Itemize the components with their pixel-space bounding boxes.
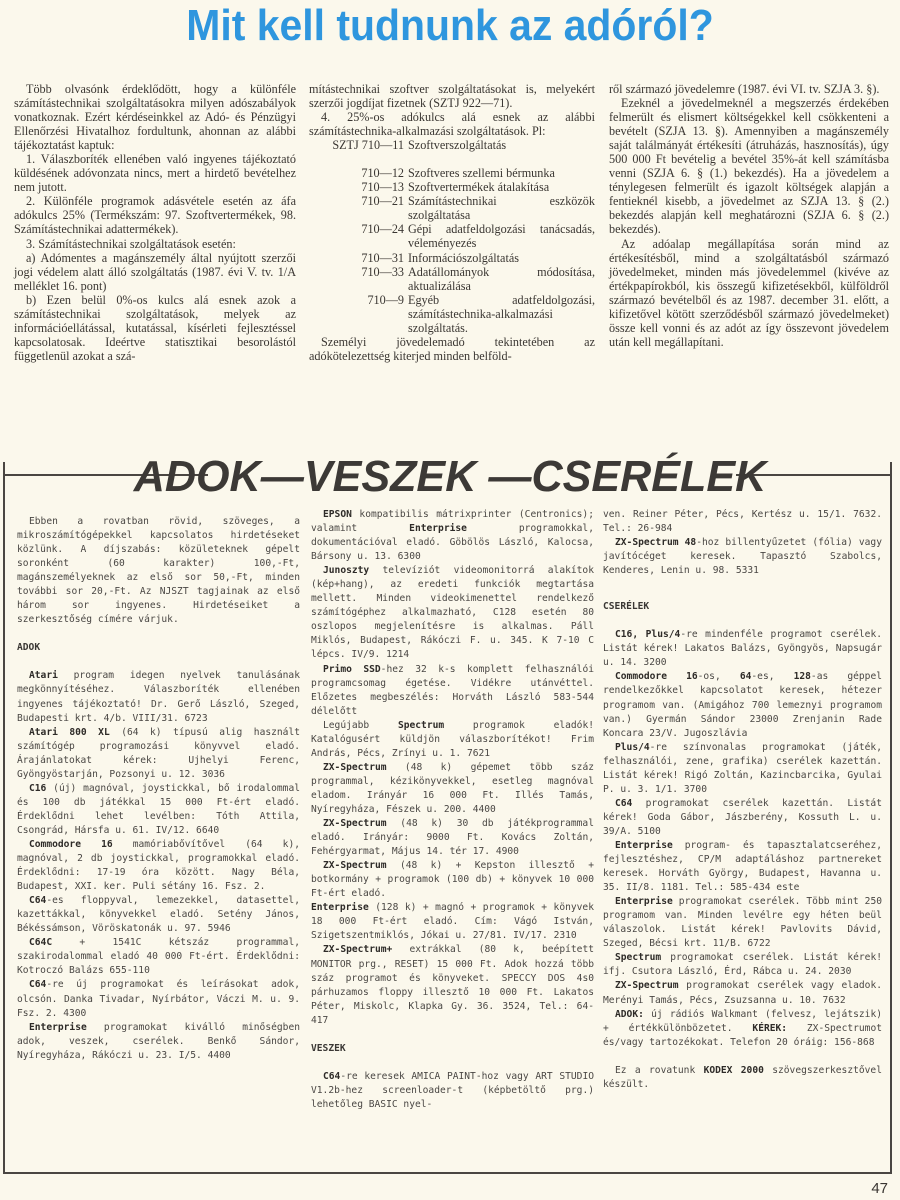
ad-item [603,628,882,670]
ad-text: (48 k) gépemet több száz programmal, kézikönyvekkel, esetleg magnóval eladom. Irányár 16 000 Ft. Illés Tamás, Nyíregyháza, Fészek u. 200. 4400 [311,761,594,815]
ad-text: (48 k) + Kepston illesztő + botkormány + programok (100 db) + könyvek 10 000 Ft-ért eladó. [311,860,594,900]
sztj-description: Egyéb adatfeldolgozási, számítástechnika-alkalmazási szolgáltatás. [408,292,595,335]
ad-text: -os, [697,671,740,683]
ad-item [311,817,594,859]
ad-text: Legújabb [323,719,398,731]
section-heading-adok: ADOK [17,642,41,654]
ad-text: -es, [751,671,794,683]
sztj-code: 710—31 [361,250,404,265]
ad-item [17,978,300,1020]
ad-item [311,663,594,719]
article-column-1 [14,82,296,363]
ad-list-veszek-3 [603,508,882,578]
ad-item [311,901,594,943]
ad-list-cserelek-3 [603,628,882,1049]
sztj-code: SZTJ 710—11 [332,138,404,153]
sztj-code: 710—33 [361,264,404,279]
ad-text: (128 k) + magnó + programok + könyvek 18 000 Ft-ért eladó. Cím: Vágó István, Szigetszentmiklós, Jókai u. 27/81. IV/17. 2310 [311,902,594,942]
sztj-description: Számítástechnikai eszközök szolgáltatása [408,194,595,223]
ad-item [603,979,882,1007]
ad-keyword: C64C [29,937,53,949]
article-paragraph: Több olvasónk érdeklődött, hogy a különféle számítástechnikai szolgáltatásokra milyen adószabályok vonatkoznak. Ezért kérdéseinkkel az Adó- és Pénzügyi Ellenőrzési Hivatalhoz fordultunk, ahonnan az alábbi tájékoztatást kaptuk: [14,82,296,153]
article-paragraph: 3. Számítástechnikai szolgáltatások esetén: [26,236,236,251]
ad-item [603,797,882,839]
classifieds-footer-note: Ez a rovatunk KODEX 2000 szövegszerkesztővel készült. [603,1064,882,1090]
ad-item [311,719,594,761]
ad-text: program- és tapasztalatcseréhez, fejlesztéshez, CP/M adaptáláshoz partnereket keresek. Horváth György, Budapest, Havanna u. 35. II/8. 1181. Tel.: 585-434 este [603,839,882,894]
ad-keyword: Atari [29,670,58,682]
ad-keyword: Enterprise [615,896,673,908]
sztj-description: Adatállományok módosítása, aktualizálása [408,264,595,293]
ad-keyword: ZX-Spectrum [323,761,387,773]
ad-text: televíziót videomonitorrá alakítok (kép+hang), az eredeti funkciók megtartása mellett. Minden videokimenettel rendelkező számítógéphez alkalmazható, C128 esetén 80 oszlopos megjelenítésre is alkalmas. Páll Miklós, Budapest, Rákóczi F. u. 345. K 7-10 C lépcs. IV/9. 1214 [311,565,594,661]
ad-keyword: C16, Plus/4 [615,629,681,641]
ad-keyword: Enterprise [615,839,673,851]
ad-text: -as géppel rendelkezőkkel kapcsolatot keresek, hétezer programom van. (Amigához 700 lemeznyi programom van.) Gyermán Sándor 23000 Zrenjanin Rade Koncara 23/V. Jugoszlávia [603,671,882,739]
ad-keyword: C64 [615,797,633,809]
ad-text: kompatibilis mátrixprinter (Centronics); valamint [311,509,594,535]
article-paragraph: mítástechnikai szoftver szolgáltatásokat is, melyekért szerzői jogdíjat fizetnek (SZTJ 922—71). [309,82,595,111]
ad-keyword: Commodore 16 [615,671,698,683]
ad-item [603,670,882,740]
ad-keyword: C64 [29,979,47,991]
ad-text: (új) magnóval, joystickkal, bő irodalommal és 100 db játékkal 15 000 Ft-ért eladó. Érdeklődni lehet levélben: Tóth Attila, Csongrád, Hársfa u. 61. IV/12. 6640 [17,782,300,836]
ad-keyword: Junoszty [323,565,370,577]
article-paragraph: ről származó jövedelemre (1987. évi VI. tv. SZJA 3. §). [609,82,880,96]
ad-keyword: ZX-Spectrum [323,860,387,872]
ad-text: -re keresek AMICA PAINT-hoz vagy ART STUDIO V1.2b-hez screenloader-t (képbetöltő prg.) lehetőleg BASIC nyel- [311,1070,594,1110]
ad-item [17,838,300,894]
ad-text: programokkal, dokumentációval eladó. Göbölös László, Kalocsa, Bársony u. 13. 6300 [311,523,594,563]
sztj-description: Szoftvertermékek átalakítása [408,180,550,195]
section-heading-veszek: VESZEK [311,1042,346,1054]
ad-text: extrákkal (80 k, beépített MONITOR prg., RESET) 15 000 Ft. Adok hozzá több száz programot és könyveket. SPECCY DOS 4s0 párhuzamos floppy illesztő 10 000 Ft. Lakatos Péter, Miskolc, Klapka Gy. 36. 3524, Tel.: 64-417 [311,944,594,1026]
ad-keyword: Atari 800 XL [29,726,110,738]
classifieds-column-3 [603,508,882,1092]
ad-list-veszek-2 [311,1070,594,1112]
ad-keyword: 128 [793,671,811,683]
article-paragraph: b) Ezen belül 0%-os kulcs alá esnek azok a számítástechnikai szolgáltatások, melyek az információellátással, kutatással, kísérleti fejlesztéssel kapcsolatosak. Ideértve statisztikai besorolástól függetlenül azokat a szá- [14,292,296,363]
ad-keyword: Spectrum [397,719,445,731]
section-heading-cserelek: CSERÉLEK [603,601,650,613]
ad-keyword: Spectrum [615,952,662,964]
ad-text: (64 k) típusú alig használt számítógép programozási könyvvel eladó. Árajánlatokat kérek: Ujhelyi Ferenc, Gyöngyöstarján, Pozsonyi u. 12. 3036 [17,726,300,780]
article-paragraph: 1. Válaszboríték ellenében való ingyenes tájékoztató küldésének adóvonzata nincs, mert a hirdető bevételhez nem jutott. [14,152,296,195]
sztj-code: 710—12 [361,166,404,181]
ad-item [17,894,300,936]
page-number: 47 [871,1180,888,1197]
ad-keyword: KÉREK: [752,1022,788,1034]
article-paragraph: a) Adómentes a magánszemély által nyújtott szerzői jogi védelem alatt álló szolgáltatás (1987. évi V. tv. 1/A melléklet 16. pont) [14,250,296,293]
ad-item [603,536,882,578]
ad-text: programokat cserélek. Több mint 250 programom van. Minden levélre egy héten beül válaszolok. Listát kérek! Pavlovits Dávid, Szeged, Bécsi krt. 11/B. 6722 [603,896,882,950]
ad-keyword: ZX-Spectrum [323,818,387,830]
ad-item [17,1021,300,1063]
spacer [309,152,404,166]
article-paragraph: Az adóalap megállapítása során mind az értékesítésből, mind a szolgáltatásból származó jövedelmeket, minden más jövedelemmel (kivéve az értékpapírokból, kis összegű kifizetésekből, külföldről származó bevételből és az 1987. december 31. előtt, a kifizetővel kötött szerződésből származó jövedelmeket) össze kell vonni és az adót az így összevont jövedelem után kell megállapítani. [609,236,889,349]
sztj-code: 710—24 [361,222,404,237]
ad-text: programokat cserélek kazettán. Listát kérek! Goda Gábor, Jászberény, Kossuth L. u. 39/A. 5100 [603,797,882,837]
article-paragraph: 2. Különféle programok adásvétele esetén az áfa adókulcs 25% (Termékszám: 97. Szoftvertermékek, 98. Számítástechnikai adattermékek). [14,194,296,237]
ad-text: -es floppyval, lemezekkel, datasettel, kazettákkal, könyvekkel eladó. Setény János, Békéssámson, Vöröskatonák u. 97. 5946 [17,895,300,935]
sztj-description: Szoftveres szellemi bérmunka [408,166,555,181]
ad-item [311,508,594,564]
ad-text: -hoz billentyűzetet (fólia) vagy javítócéget keresek. Tapasztó Szabolcs, Kenderes, Lenin u. 98. 5331 [603,537,882,577]
ad-text: (48 k) 30 db játékprogrammal eladó. Irányár: 9000 Ft. Kovács Zoltán, Fehérgyarmat, Május 14. tér 17. 4900 [311,818,594,858]
sztj-description: Gépi adatfeldolgozási tanácsadás, véleményezés [408,222,595,251]
ad-keyword: Commodore 16 [29,838,113,850]
ad-keyword: 64 [739,671,752,683]
ad-item [311,1070,594,1112]
spacer [408,152,595,166]
classifieds-column-1 [17,515,300,1063]
article-paragraph: 4. 25%-os adókulcs alá esnek az alábbi számítástechnika-alkalmazási szolgáltatások. Pl: [309,110,595,139]
ad-text: ZX-Spectrumot és/vagy tartozékokat. Telefon 20 óráig: 156-868 [603,1022,882,1048]
sztj-code-list [309,138,595,335]
ad-keyword: EPSON [323,509,352,520]
ad-keyword: Enterprise [311,902,369,914]
ad-item [311,761,594,817]
sztj-description: Szoftverszolgáltatás [408,138,507,153]
ad-item [311,564,594,662]
ad-keyword: Enterprise [29,1021,87,1033]
ad-keyword: ZX-Spectrum 48 [615,537,697,549]
ad-text: ven. Reiner Péter, Pécs, Kertész u. 15/1. 7632. Tel.: 26-984 [603,509,882,535]
ad-keyword: Plus/4 [615,741,650,753]
ad-item [603,839,882,895]
ad-item [603,951,882,979]
sztj-code: 710—13 [361,180,404,195]
ad-keyword: C64 [29,895,47,907]
ad-keyword: Primo SSD [323,663,381,675]
ad-keyword: ZX-Spectrum [615,980,679,992]
article-column-3 [609,82,889,349]
ad-item [17,936,300,978]
ad-item [17,782,300,838]
ad-text: -re színvonalas programokat (játék, felhasználói, zene, grafika) cserélek kazettán. Listát kérek! Rigó Zoltán, Kazincbarcika, Gyulai P. u. 3. 1/1. 3700 [603,741,882,795]
ad-text: programokat kiválló minőségben adok, veszek, cserélek. Benkő Sándor, Nyíregyháza, Rákóczi u. 23. I/5. 4400 [17,1021,300,1061]
ad-item [603,741,882,797]
ad-keyword: C64 [323,1070,341,1082]
ad-keyword: C16 [29,782,47,794]
sztj-description: Információszolgáltatás [408,250,519,265]
article-paragraph: Ezeknél a jövedelmeknél a megszerzés érdekében felmerült és elismert költségekkel kell csökkenteni a bevételt (SZJA 13. §). Amennyiben a magánszemély saját találmányát értékesíti (átruházás, hasznosítás), úgy 500 000 Ft bevételig a bevétel 35%-át kell számításba venni (SZJA 6. § (1.) bekezdés). Ha a jövedelem a ténylegesen felmerült és igazolt költségek alapján a fentieknél kisebb, a jövedelmet az SZJA 13. § (2.) bekezdés alapján kell meghatározni (SZJA 6. § (2.) bekezdés). [609,96,889,237]
ad-text: programokat cserélek vagy eladok. Merényi Tamás, Pécs, Zsuzsanna u. 10. 7632 [603,980,882,1006]
ad-keyword: ADOK: [615,1008,644,1020]
ad-item [603,1008,882,1050]
article-paragraph: Személyi jövedelemadó tekintetében az adókötelezettség kiterjed minden belföld- [309,334,595,363]
ad-text: + 1541C kétszáz programmal, szakirodalommal eladó 40 000 Ft-ért. Érdeklődni: Kotroczó Balázs 655-110 [17,937,300,977]
ad-item [311,859,594,901]
ad-text: -hez 32 k-s komplett felhasználói programcsomag égetése. Vidékre utánvéttel. Előzetes megbeszélés: Horváth László 583-544 délelőtt [311,663,595,717]
classifieds-intro: Ebben a rovatban rövid, szöveges, a mikroszámítógépekkel kapcsolatos hirdetéseket közlünk. A díjszabás: közületeknek gépelt soronként (60 karakter) 100,-Ft, magánszemélyeknek az első sor 50,-Ft, minden további sor 20,-Ft. Az NJSZT tagjainak az első három sor ingyenes. Hirdetéseiket a szerkesztőség címére várjuk. [17,516,300,626]
ad-text: -re mindenféle programot cserélek. Listát kérek! Lakatos Balázs, Gyöngyös, Napsugár u. 14. 3200 [603,629,882,669]
ad-text: programokat cserélek. Listát kérek! ifj. Csutora László, Érd, Rábca u. 24. 2030 [603,952,882,978]
classifieds-title: ADOK—VESZEK —CSERÉLEK [133,452,767,501]
ad-keyword: Enterprise [409,523,467,535]
ad-text: programok eladók! Katalógusért küldjön válaszborítékot! Frim András, Pécs, Zrínyi u. 1. 7621 [311,719,595,759]
sztj-code: 710—21 [361,194,404,209]
ad-item [17,726,300,782]
ad-list-adok-1 [17,669,300,1062]
ad-item [311,943,594,1027]
article-title: Mit kell tudnunk az adóról? [186,1,714,50]
ad-list-adok-2 [311,508,594,1028]
ad-text: mamóriabővítővel (64 k), magnóval, 2 db joystickkal, programokkal eladó. Érdeklődni: 17-19 óra között. Nagy Béla, Budapest, XXI. ker. Puli sétány 16. Fsz. 2. [17,838,300,893]
ad-keyword: ZX-Spectrum+ [323,944,393,956]
sztj-code: 710—9 [367,292,404,307]
article-column-2 [309,82,595,363]
ad-text: új rádiós Walkmant (felvesz, lejátszik) + értékkülönbözetet. [603,1008,882,1034]
ad-item [603,895,882,951]
classifieds-column-2 [311,508,594,1112]
ad-item [603,508,882,536]
ad-text: program idegen nyelvek tanulásának megkönnyítéséhez. Válaszboríték ellenében ingyenes tájékoztató! Dr. Gerő László, Szeged, Budapesti krt. 4/b. VIII/31. 6723 [17,670,300,724]
ad-text: -re új programokat és leírásokat adok, olcsón. Danka Tivadar, Nyírbátor, Váczi M. u. 9. Fsz. 2. 4300 [17,979,300,1019]
ad-item [17,669,300,725]
